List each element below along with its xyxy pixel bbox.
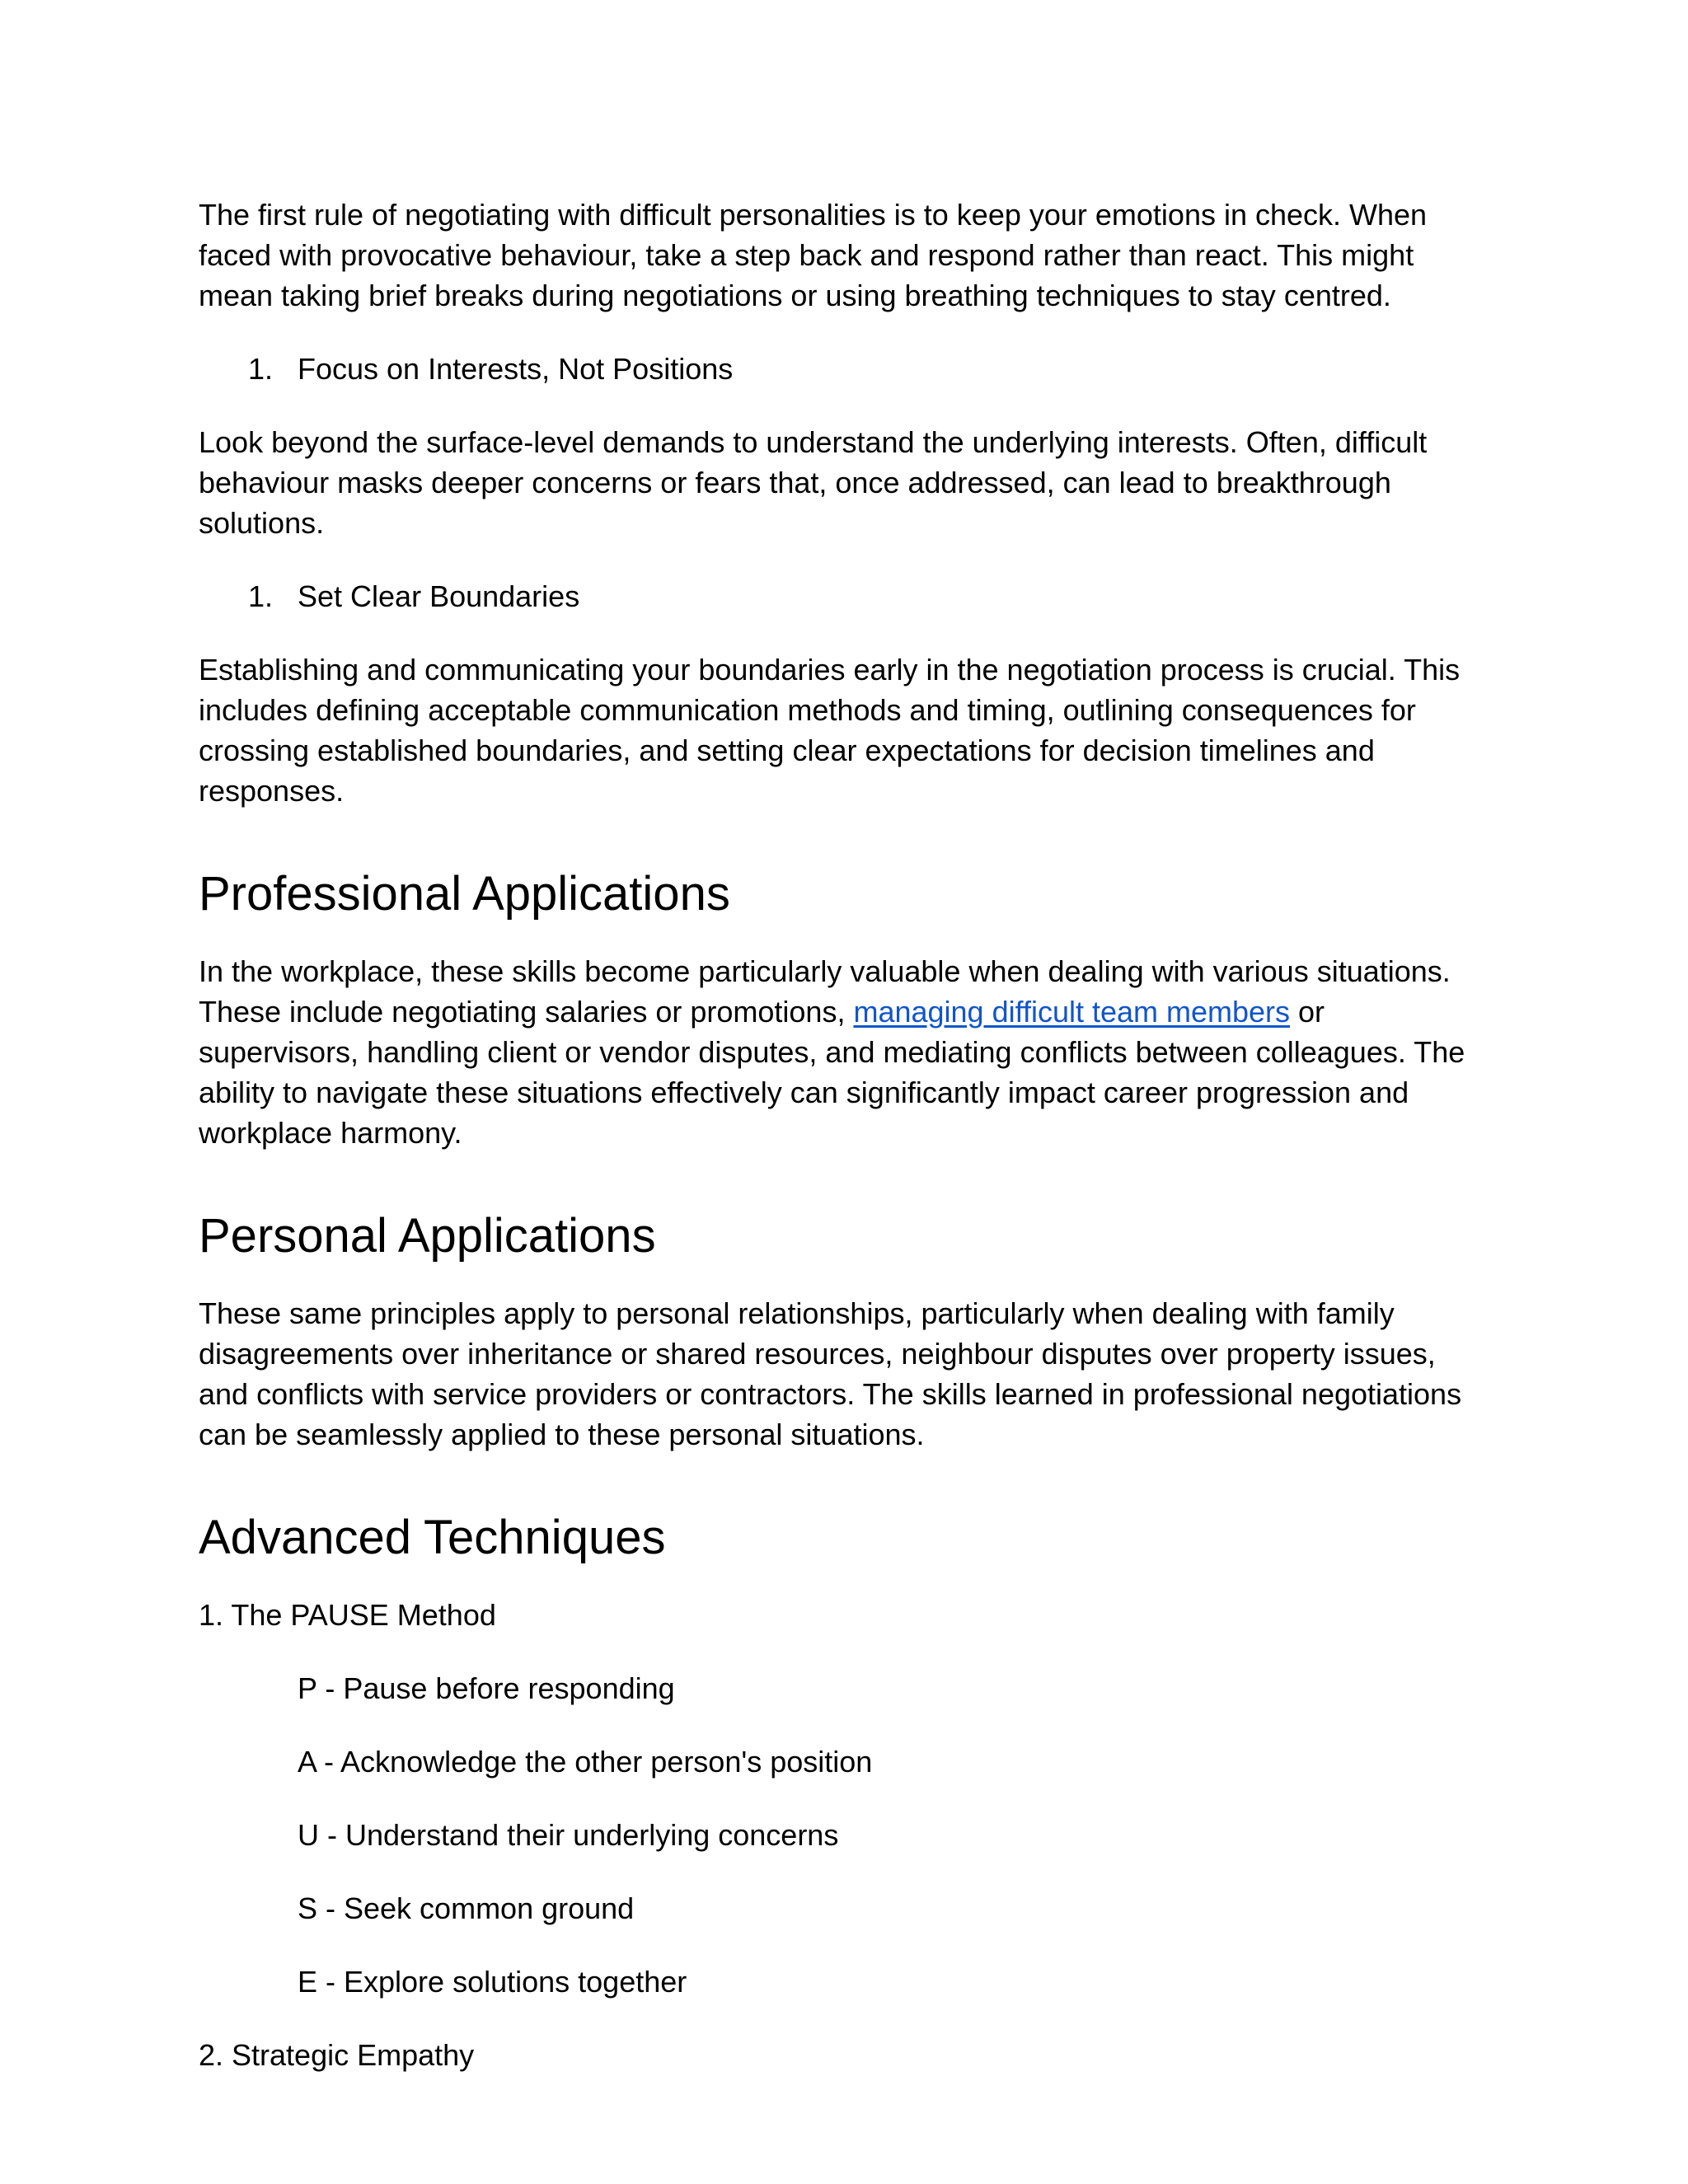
list-item-text: Set Clear Boundaries [298, 579, 580, 613]
list-item-set-clear-boundaries [199, 576, 1493, 616]
paragraph-personal: These same principles apply to personal relationships, particularly when dealing with family disagreements over inheritance or shared resources, neighbour disputes over property issues, and conflicts with service providers or contractors. The skills learned in professional negotiations can be seamlessly applied to these personal situations. [199, 1296, 1462, 1451]
paragraph-professional [199, 951, 1493, 1153]
paragraph-interests: Look beyond the surface-level demands to understand the underlying interests. Often, difficult behaviour masks deeper concerns or fears that, once addressed, can lead to breakthrough solutions. [199, 425, 1428, 540]
paragraph-intro: The first rule of negotiating with difficult personalities is to keep your emotions in check. When faced with provocative behaviour, take a step back and respond rather than react. This might mean taking brief breaks during negotiations or using breathing techniques to stay centred. [199, 198, 1428, 312]
pause-step-e: E - Explore solutions together [298, 1965, 687, 1999]
heading-personal-applications: Personal Applications [199, 1209, 656, 1263]
technique-pause-method: 1. The PAUSE Method [199, 1598, 496, 1632]
pause-step-u: U - Understand their underlying concerns [298, 1818, 839, 1852]
list-item-focus-on-interests [199, 349, 1493, 389]
paragraph-professional-text-start: In the workplace, these skills become particularly valuable when dealing with various situations. These include negotiating salaries or promotions, [199, 954, 1451, 1029]
paragraph-boundaries: Establishing and communicating your boundaries early in the negotiation process is crucial. This includes defining acceptable communication methods and timing, outlining consequences for crossing established boundaries, and setting clear expectations for decision timelines and responses. [199, 653, 1461, 808]
list-item-text: Focus on Interests, Not Positions [298, 352, 734, 386]
list-number: 1. [248, 352, 274, 386]
pause-step-s: S - Seek common ground [298, 1891, 635, 1925]
technique-strategic-empathy: 2. Strategic Empathy [199, 2038, 475, 2072]
document-body [199, 194, 1493, 2075]
list-number: 1. [248, 579, 274, 613]
pause-step-a: A - Acknowledge the other person's position [298, 1745, 873, 1779]
managing-difficult-team-members-link[interactable]: managing difficult team members [853, 995, 1291, 1029]
pause-step-p: P - Pause before responding [298, 1671, 675, 1705]
paragraph-professional-text-end: or supervisors, handling client or vendor disputes, and mediating conflicts between colleagues. The ability to navigate these situations effectively can significantly impact career progression and workplace harmony. [199, 995, 1465, 1150]
heading-advanced-techniques: Advanced Techniques [199, 1511, 666, 1564]
heading-professional-applications: Professional Applications [199, 867, 730, 921]
